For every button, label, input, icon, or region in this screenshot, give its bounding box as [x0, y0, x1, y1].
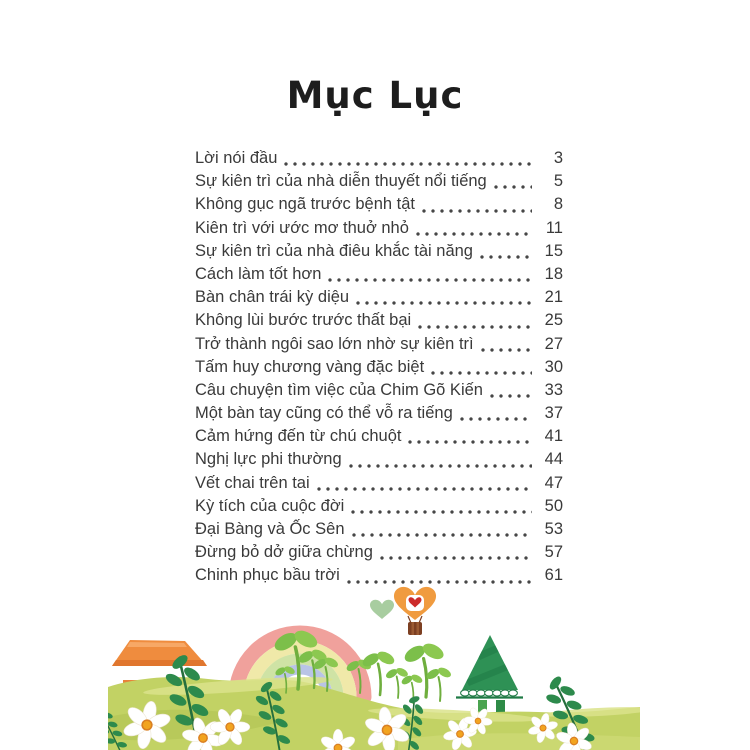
- toc-entry: [195, 286, 563, 309]
- toc-entry-title: Không gục ngã trước bệnh tật: [195, 195, 416, 214]
- dot-leader: [373, 541, 537, 564]
- toc-entry-page-number: 50: [544, 496, 563, 515]
- toc-entry-page-number: 30: [544, 357, 563, 376]
- toc-entry-title: Trở thành ngôi sao lớn nhờ sự kiên trì: [195, 334, 474, 353]
- toc-entry: [195, 448, 563, 471]
- toc-entry-page-number: 8: [553, 195, 563, 214]
- dot-leader: [411, 309, 537, 332]
- toc-entry-title: Cảm hứng đến từ chú chuột: [195, 427, 402, 446]
- dot-leader: [344, 495, 537, 518]
- meadow-illustration: [108, 585, 640, 750]
- toc-entry-title: Tấm huy chương vàng đặc biệt: [195, 357, 425, 376]
- green-heart-icon: [370, 600, 394, 619]
- toc-entry-title: Đừng bỏ dở giữa chừng: [195, 543, 373, 562]
- toc-entry-page-number: 21: [544, 288, 563, 307]
- dot-leader: [483, 379, 537, 402]
- toc-entry-page-number: 47: [544, 473, 563, 492]
- toc-entry-page-number: 5: [553, 172, 563, 191]
- dot-leader: [453, 402, 537, 425]
- toc-entry-title: Sự kiên trì của nhà điêu khắc tài năng: [195, 241, 473, 260]
- dot-leader: [424, 356, 537, 379]
- toc-entry: [195, 356, 563, 379]
- toc-entry: [195, 263, 563, 286]
- dot-leader: [277, 147, 537, 170]
- toc-entry: [195, 170, 563, 193]
- toc-entry: [195, 147, 563, 170]
- toc-entry-title: Kỳ tích của cuộc đời: [195, 496, 345, 515]
- dot-leader: [487, 170, 537, 193]
- toc-entry-title: Sự kiên trì của nhà diễn thuyết nổi tiếng: [195, 172, 487, 191]
- toc-entry-page-number: 3: [553, 149, 563, 167]
- dot-leader: [349, 286, 537, 309]
- toc-entry-page-number: 33: [544, 380, 563, 399]
- toc-entry: [195, 472, 563, 495]
- toc-entry-title: Đại Bàng và Ốc Sên: [195, 520, 345, 538]
- toc-entry-page-number: 25: [544, 311, 563, 330]
- pine-tree-icon: [456, 635, 523, 716]
- dot-leader: [409, 217, 537, 240]
- toc-entry-page-number: 37: [544, 404, 563, 423]
- page-title: Mục Lục: [286, 74, 464, 117]
- toc-entry-page-number: 41: [544, 427, 563, 446]
- toc-entry: [195, 495, 563, 518]
- toc-entry: [195, 309, 563, 332]
- toc-entry-title: Không lùi bước trước thất bại: [195, 311, 412, 330]
- toc-entry-title: Bàn chân trái kỳ diệu: [195, 288, 350, 307]
- toc-entry: [195, 425, 563, 448]
- toc-entry-page-number: 57: [544, 543, 563, 562]
- toc-entry-title: Câu chuyện tìm việc của Chim Gõ Kiến: [195, 380, 483, 399]
- toc-entry: [195, 379, 563, 402]
- toc-entry-title: Một bàn tay cũng có thể vỗ ra tiếng: [195, 404, 453, 423]
- toc-entry-title: Vết chai trên tai: [195, 473, 310, 492]
- toc-entry: [195, 518, 563, 541]
- dot-leader: [342, 448, 537, 471]
- toc-entry: [195, 217, 563, 240]
- toc-entry-title: Cách làm tốt hơn: [195, 264, 322, 283]
- toc-entry-page-number: 18: [544, 264, 563, 283]
- toc-entry-page-number: 27: [544, 334, 563, 353]
- dot-leader: [401, 425, 537, 448]
- toc-entry-page-number: 61: [544, 566, 563, 585]
- dot-leader: [345, 518, 538, 541]
- toc-entry-title: Chinh phục bầu trời: [195, 566, 340, 585]
- toc-entry-page-number: 11: [545, 218, 563, 237]
- toc-entry-page-number: 15: [544, 241, 563, 260]
- toc-entry: [195, 193, 563, 216]
- dot-leader: [474, 333, 537, 356]
- dot-leader: [415, 193, 537, 216]
- toc-entry-title: Kiên trì với ước mơ thuở nhỏ: [195, 218, 409, 237]
- toc-entry-page-number: 53: [544, 520, 563, 538]
- toc-list: [195, 147, 563, 588]
- toc-entry-title: Nghị lực phi thường: [195, 450, 342, 469]
- dot-leader: [473, 240, 537, 263]
- toc-entry: [195, 240, 563, 263]
- dot-leader: [310, 472, 537, 495]
- toc-entry: [195, 541, 563, 564]
- heart-balloon-icon: [394, 587, 436, 635]
- toc-entry: [195, 402, 563, 425]
- toc-entry-title: Lời nói đầu: [195, 149, 278, 167]
- toc-entry-page-number: 44: [544, 450, 563, 469]
- toc-entry: [195, 333, 563, 356]
- dot-leader: [321, 263, 537, 286]
